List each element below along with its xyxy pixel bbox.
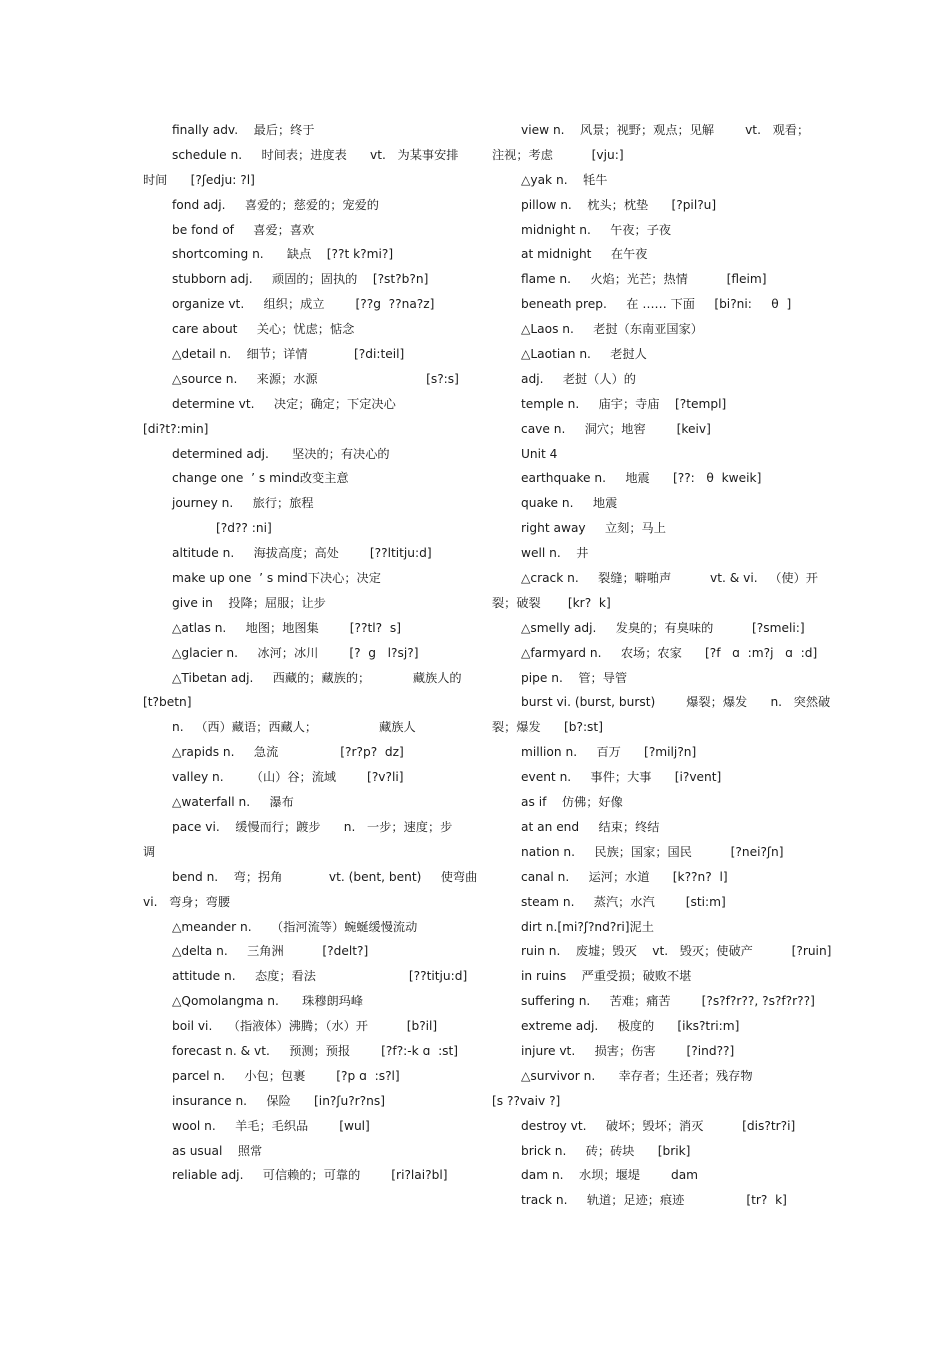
vocab-line: 裂；爆发 [b?:st] bbox=[492, 720, 603, 735]
vocab-line: 注视；考虑 [vju:] bbox=[492, 147, 624, 162]
vocab-line: reliable adj. 可信赖的；可靠的 [ri?lai?bl] bbox=[172, 1168, 448, 1183]
vocab-line: △Tibetan adj. 西藏的；藏族的； 藏族人的 bbox=[172, 670, 462, 685]
vocab-line: steam n. 蒸汽；水汽 [sti:m] bbox=[521, 894, 726, 909]
left-column bbox=[143, 118, 478, 1188]
vocab-line: △farmyard n. 农场；农家 [?f ɑ :m?j ɑ :d] bbox=[521, 645, 818, 660]
vocab-line: 调 bbox=[143, 844, 156, 859]
vocab-line: △Qomolangma n. 珠穆朗玛峰 bbox=[172, 994, 364, 1009]
vocab-line: determined adj. 坚决的；有决心的 bbox=[172, 446, 390, 461]
vocab-line: injure vt. 损害；伤害 [?ind??] bbox=[521, 1043, 735, 1058]
vocab-line: make up one ’ s mind下决心；决定 bbox=[172, 571, 381, 586]
vocab-line: stubborn adj. 顽固的；固执的 [?st?b?n] bbox=[172, 272, 429, 287]
vocab-line: determine vt. 决定；确定；下定决心 bbox=[172, 396, 396, 411]
vocab-line: △detail n. 细节；详情 [?di:teil] bbox=[172, 347, 405, 362]
vocab-line: △glacier n. 冰河；冰川 [? g l?sj?] bbox=[172, 645, 419, 660]
vocab-line: care about 关心；忧虑；惦念 bbox=[172, 322, 355, 337]
vocab-line: as usual 照常 bbox=[172, 1143, 263, 1158]
vocab-line: fond adj. 喜爱的；慈爱的；宠爱的 bbox=[172, 197, 379, 212]
vocab-line: beneath prep. 在 …… 下面 [bi?ni: θ ] bbox=[521, 297, 792, 312]
vocab-line: valley n. （山）谷；流域 [?v?li] bbox=[172, 770, 404, 785]
vocab-line: cave n. 洞穴；地窖 [keiv] bbox=[521, 421, 711, 436]
vocab-line: shortcoming n. 缺点 [??t k?mi?] bbox=[172, 247, 394, 262]
vocab-line: △survivor n. 幸存者；生还者；残存物 bbox=[521, 1068, 753, 1083]
vocab-line: be fond of 喜爱；喜欢 bbox=[172, 222, 315, 237]
vocab-line: bend n. 弯；拐角 vt. (bent, bent) 使弯曲 bbox=[172, 869, 478, 884]
vocab-line: [?d?? :ni] bbox=[216, 521, 272, 536]
vocab-line: right away 立刻；马上 bbox=[521, 521, 666, 536]
vocab-line: △Laos n. 老挝（东南亚国家） bbox=[521, 322, 703, 337]
vocab-line: give in 投降；屈服；让步 bbox=[172, 595, 326, 610]
vocab-line: △atlas n. 地图；地图集 [??tl? s] bbox=[172, 620, 401, 635]
vocab-line: earthquake n. 地震 [??: θ kweik] bbox=[521, 471, 762, 486]
vocab-line: boil vi. （指液体）沸腾；（水）开 [b?il] bbox=[172, 1019, 438, 1034]
vocab-line: △Laotian n. 老挝人 bbox=[521, 347, 647, 362]
vocab-line: change one ’ s mind改变主意 bbox=[172, 471, 349, 486]
vocab-line: △smelly adj. 发臭的；有臭味的 [?smeli:] bbox=[521, 620, 805, 635]
vocab-line: ruin n. 废墟；毁灭 vt. 毁灭；使破产 [?ruin] bbox=[521, 944, 832, 959]
vocab-line: pace vi. 缓慢而行；踱步 n. 一步；速度；步 bbox=[172, 819, 453, 834]
vocab-line: nation n. 民族；国家；国民 [?nei?ʃn] bbox=[521, 844, 784, 859]
vocab-line: brick n. 砖；砖块 [brik] bbox=[521, 1143, 691, 1158]
vocab-line: dirt n.[mi?ʃ?nd?ri]泥土 bbox=[521, 919, 654, 934]
vocab-line: 时间 [?ʃedju: ?l] bbox=[143, 172, 255, 187]
vocab-line: event n. 事件；大事 [i?vent] bbox=[521, 770, 722, 785]
vocab-line: insurance n. 保险 [in?ʃu?r?ns] bbox=[172, 1093, 385, 1108]
vocab-line: Unit 4 bbox=[521, 446, 558, 461]
vocab-line: attitude n. 态度；看法 [??titju:d] bbox=[172, 969, 468, 984]
vocab-line: [t?betn] bbox=[143, 695, 192, 710]
vocab-line: midnight n. 午夜；子夜 bbox=[521, 222, 672, 237]
vocab-line: temple n. 庙宇；寺庙 [?templ] bbox=[521, 396, 727, 411]
vocab-line: △rapids n. 急流 [?r?p? dz] bbox=[172, 745, 404, 760]
vocab-line: altitude n. 海拔高度；高处 [??ltitju:d] bbox=[172, 546, 432, 561]
vocab-line: at midnight 在午夜 bbox=[521, 247, 648, 262]
vocab-line: million n. 百万 [?milj?n] bbox=[521, 745, 697, 760]
vocab-line: adj. 老挝（人）的 bbox=[521, 371, 636, 386]
vocab-line: quake n. 地震 bbox=[521, 496, 618, 511]
vocab-line: view n. 风景；视野；观点；见解 vt. 观看； bbox=[521, 123, 810, 137]
vocab-line: dam n. 水坝；堰堤 dam bbox=[521, 1168, 699, 1183]
vocab-line: △meander n. （指河流等）蜿蜒缓慢流动 bbox=[172, 919, 418, 934]
vocab-line: [s ??vaiv ?] bbox=[492, 1093, 561, 1108]
vocab-line: vi. 弯身；弯腰 bbox=[143, 894, 231, 909]
vocab-line: △source n. 来源；水源 [s?:s] bbox=[172, 371, 459, 386]
vocab-line: △delta n. 三角洲 [?delt?] bbox=[172, 944, 369, 959]
vocab-line: finally adv. 最后；终于 bbox=[172, 123, 315, 137]
vocab-line: track n. 轨道；足迹；痕迹 [tr? k] bbox=[521, 1193, 787, 1208]
vocab-line: in ruins 严重受损；破败不堪 bbox=[521, 969, 692, 984]
vocab-line: suffering n. 苦难；痛苦 [?s?f?r??, ?s?f?r??] bbox=[521, 994, 815, 1009]
vocab-line: pipe n. 管；导管 bbox=[521, 670, 628, 685]
vocab-line: burst vi. (burst, burst) 爆裂；爆发 n. 突然破 bbox=[521, 695, 831, 710]
vocab-line: flame n. 火焰；光芒；热情 [fleim] bbox=[521, 272, 767, 287]
vocab-line: forecast n. & vt. 预测；预报 [?f?:-k ɑ :st] bbox=[172, 1043, 459, 1058]
vocab-line: parcel n. 小包；包裹 [?p ɑ :s?l] bbox=[172, 1068, 400, 1083]
vocab-line: △waterfall n. 瀑布 bbox=[172, 795, 294, 810]
vocab-line: at an end 结束；终结 bbox=[521, 819, 660, 834]
vocab-line: extreme adj. 极度的 [iks?tri:m] bbox=[521, 1019, 740, 1034]
vocab-line: △crack n. 裂缝；噼啪声 vt. & vi. （使）开 bbox=[521, 571, 818, 586]
vocab-line: n. （西）藏语；西藏人； 藏族人 bbox=[172, 720, 416, 735]
vocab-line: wool n. 羊毛；毛织品 [wul] bbox=[172, 1118, 370, 1133]
vocab-line: 裂；破裂 [kr? k] bbox=[492, 595, 611, 610]
vocab-line: journey n. 旅行；旅程 bbox=[172, 496, 314, 511]
vocab-line: organize vt. 组织；成立 [??g ??na?z] bbox=[172, 297, 435, 312]
vocab-line: schedule n. 时间表；进度表 vt. 为某事安排 bbox=[172, 147, 459, 162]
vocab-line: canal n. 运河；水道 [k??n? l] bbox=[521, 869, 728, 884]
vocab-line: destroy vt. 破坏；毁坏；消灭 [dis?tr?i] bbox=[521, 1118, 796, 1133]
vocab-line: well n. 井 bbox=[521, 546, 589, 561]
right-column bbox=[492, 118, 832, 1213]
vocab-line: [di?t?:min] bbox=[143, 421, 209, 436]
vocab-line: △yak n. 牦牛 bbox=[521, 172, 608, 187]
vocab-line: pillow n. 枕头；枕垫 [?pil?u] bbox=[521, 197, 717, 212]
vocab-line: as if 仿佛；好像 bbox=[521, 795, 623, 810]
